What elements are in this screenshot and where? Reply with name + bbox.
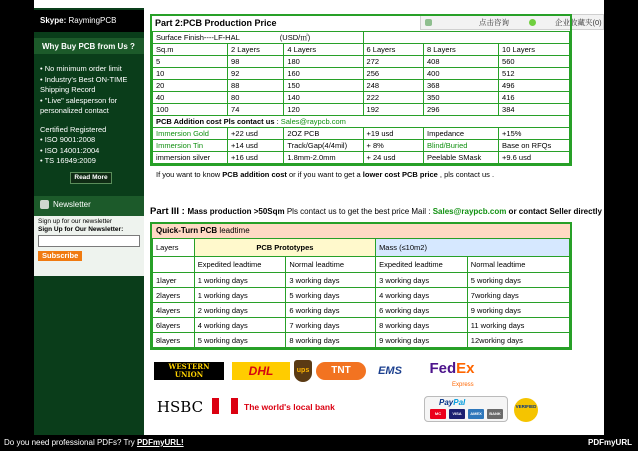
table-row — [153, 140, 570, 152]
cell: 192 — [363, 104, 423, 116]
cell: 5 working days — [194, 333, 286, 348]
finish-label: Surface Finish----LF-HAL — [156, 33, 240, 42]
cell: 1.8mm-2.0mm — [284, 152, 363, 164]
note-text: , pls contact us . — [437, 170, 495, 179]
col-header: 4 Layers — [284, 44, 363, 56]
paypal-pal: Pal — [453, 398, 466, 407]
part3-heading — [150, 206, 602, 220]
consult-link[interactable]: 点击咨询 — [479, 18, 509, 27]
cell: +22 usd — [228, 128, 284, 140]
cell: 5 — [153, 56, 228, 68]
cell: +14 usd — [228, 140, 284, 152]
note-text: If you want to know — [156, 170, 223, 179]
addition-note — [150, 166, 572, 183]
newsletter-header — [34, 196, 144, 216]
cell: 496 — [499, 80, 570, 92]
cell: 88 — [228, 80, 284, 92]
cell: 11 working days — [467, 318, 569, 333]
fedex-ex: Ex — [456, 360, 475, 377]
cert-item: • TS 16949:2009 — [40, 156, 96, 165]
cell: 6 working days — [286, 303, 376, 318]
part2-section — [150, 14, 572, 183]
left-frame — [0, 0, 34, 435]
layers-header: Layers — [153, 239, 195, 257]
cell: +19 usd — [363, 128, 423, 140]
addition-email-link[interactable]: Sales@raypcb.com — [280, 117, 346, 126]
reason-item: personalized contact — [40, 106, 109, 115]
cell: 4layers — [153, 303, 195, 318]
quick-turn-header — [152, 224, 570, 238]
ups-logo: ups — [294, 360, 312, 382]
cell: 416 — [499, 92, 570, 104]
cell: Base on RFQs — [499, 140, 570, 152]
dhl-logo: DHL — [232, 362, 290, 380]
note-text: or if you want to get a — [286, 170, 363, 179]
western-union-logo: WESTERN UNION — [154, 362, 224, 380]
cell: Immersion Tin — [153, 140, 228, 152]
cell: 20 — [153, 80, 228, 92]
cell: 160 — [284, 68, 363, 80]
cell: 8layers — [153, 333, 195, 348]
footer-link[interactable]: PDFmyURL! — [136, 438, 184, 447]
part3-email-link[interactable]: Sales@raypcb.com — [432, 207, 507, 216]
cell: immersion silver — [153, 152, 228, 164]
cell: 92 — [228, 68, 284, 80]
cell: 256 — [363, 68, 423, 80]
cell: 4 working days — [194, 318, 286, 333]
note-bold: PCB addition cost — [222, 170, 287, 179]
col-header: Sq.m — [153, 44, 228, 56]
why-title: Why Buy PCB from Us ? — [34, 38, 144, 54]
col-header: 2 Layers — [228, 44, 284, 56]
cell: 4 working days — [376, 288, 468, 303]
footer-text: Do you need professional PDFs? Try — [4, 438, 137, 447]
col-header: Normal leadtime — [467, 257, 569, 273]
cell: Peelable SMask — [424, 152, 499, 164]
reason-item: Shipping Record — [40, 85, 96, 94]
cert-item: • ISO 14001:2004 — [40, 145, 100, 155]
part3-text: Pls contact us to get the best price Mail : — [284, 207, 433, 216]
cell: 100 — [153, 104, 228, 116]
newsletter-email-input[interactable] — [38, 235, 140, 247]
cell: 1 working days — [194, 288, 286, 303]
col-header: 6 Layers — [363, 44, 423, 56]
paypal-wordmark — [439, 398, 465, 407]
price-table — [152, 31, 570, 164]
amex-icon: AMEX — [468, 409, 484, 419]
cell: 296 — [424, 104, 499, 116]
ems-logo: EMS — [378, 365, 402, 377]
addition-sep: : — [274, 117, 281, 126]
cell: 9 working days — [376, 333, 468, 348]
cell: 3 working days — [286, 273, 376, 288]
table-row — [153, 152, 570, 164]
cell: Blind/Buried — [424, 140, 499, 152]
subscribe-button[interactable]: Subscribe — [38, 251, 82, 261]
cell: 384 — [499, 104, 570, 116]
col-header: Expedited leadtime — [376, 257, 468, 273]
leadtime-box — [150, 222, 572, 350]
bank-icon: BANK — [487, 409, 503, 419]
cell: 9 working days — [467, 303, 569, 318]
part2-box — [150, 14, 572, 166]
cell: Immersion Gold — [153, 128, 228, 140]
right-frame — [604, 0, 638, 435]
col-header: 10 Layers — [499, 44, 570, 56]
cell: 2OZ PCB — [284, 128, 363, 140]
finish-cell — [153, 32, 364, 44]
fedex-fe: Fed — [429, 360, 457, 377]
prototypes-header: PCB Prototypes — [194, 239, 375, 257]
cell: + 24 usd — [363, 152, 423, 164]
cell: 180 — [284, 56, 363, 68]
part3-text-post: or contact Seller directly — [506, 207, 602, 216]
price-header-row — [153, 44, 570, 56]
cell: 560 — [499, 56, 570, 68]
part3-title: Part III : — [150, 206, 188, 217]
hsbc-logo: HSBC — [156, 398, 204, 416]
cell: 150 — [284, 80, 363, 92]
cell: 10 — [153, 68, 228, 80]
cell: 5 working days — [467, 273, 569, 288]
cell: 1layer — [153, 273, 195, 288]
shipping-logos — [154, 360, 574, 388]
certs-title: Certified Registered — [40, 124, 107, 134]
part3-subtitle: Mass production >50Sqm — [187, 207, 285, 216]
cell: 1 working days — [194, 273, 286, 288]
read-more-button[interactable]: Read More — [70, 172, 112, 184]
newsletter-title: Newsletter — [53, 200, 91, 209]
cell: 400 — [424, 68, 499, 80]
visa-icon: VISA — [449, 409, 465, 419]
empty-header — [153, 257, 195, 273]
sidebar — [34, 8, 144, 435]
addition-title-row — [153, 116, 570, 128]
cell: 5 working days — [286, 288, 376, 303]
table-row — [153, 92, 570, 104]
addition-label: PCB Addition cost Pls contact us — [156, 117, 275, 126]
cell: 7 working days — [286, 318, 376, 333]
cell: 40 — [153, 92, 228, 104]
newsletter-icon — [40, 200, 49, 209]
cell: Impedance — [424, 128, 499, 140]
finish-row — [153, 32, 570, 44]
table-row — [153, 288, 570, 303]
pdfmyurl-logo: PDFmyURL — [587, 438, 632, 447]
cell: 512 — [499, 68, 570, 80]
reason-item: • Industry's Best ON-TIME — [40, 74, 128, 84]
tnt-logo: TNT — [316, 362, 366, 380]
cell: 120 — [284, 104, 363, 116]
cell: Track/Gap(4/4mil) — [284, 140, 363, 152]
cell: 222 — [363, 92, 423, 104]
cell: 74 — [228, 104, 284, 116]
cell: +15% — [499, 128, 570, 140]
quick-turn-sub: leadtime — [217, 226, 250, 235]
table-row — [153, 318, 570, 333]
part3-section — [150, 206, 602, 350]
newsletter-line1: Sign up for our newsletter — [38, 218, 113, 225]
fedex-logo — [422, 360, 482, 388]
finish-empty — [363, 32, 569, 44]
footer-bar — [0, 435, 638, 451]
fedex-express: Express — [452, 382, 474, 388]
note-bold: lower cost PCB price — [362, 170, 438, 179]
leadtime-header-row — [153, 257, 570, 273]
paypal-verified-badge: VERIFIED — [514, 398, 538, 422]
cell: 248 — [363, 80, 423, 92]
cell: 2layers — [153, 288, 195, 303]
bookmark-link[interactable]: 企业收藏夹(0) — [555, 18, 602, 27]
col-header: Normal leadtime — [286, 257, 376, 273]
cell: 272 — [363, 56, 423, 68]
cell: +9.6 usd — [499, 152, 570, 164]
cert-item: • ISO 9001:2008 — [40, 135, 96, 144]
cell: 140 — [284, 92, 363, 104]
cell: 12working days — [467, 333, 569, 348]
leadtime-group-row — [153, 239, 570, 257]
col-header: Expedited leadtime — [194, 257, 286, 273]
table-row — [153, 80, 570, 92]
col-header: 8 Layers — [424, 44, 499, 56]
cell: 408 — [424, 56, 499, 68]
skype-id[interactable]: RaymingPCB — [68, 16, 117, 25]
cell: 98 — [228, 56, 284, 68]
cell: 368 — [424, 80, 499, 92]
cell: 8 working days — [286, 333, 376, 348]
leadtime-table — [152, 238, 570, 348]
cell: 8 working days — [376, 318, 468, 333]
hsbc-hexagon-icon — [212, 398, 238, 414]
newsletter-line2: Sign Up for Our Newsletter: — [38, 225, 124, 233]
skype-box — [34, 10, 144, 32]
cell: +16 usd — [228, 152, 284, 164]
cell: 6 working days — [376, 303, 468, 318]
table-row — [153, 333, 570, 348]
part2-title: Part 2:PCB Production Price — [155, 18, 277, 28]
cell: 6layers — [153, 318, 195, 333]
reason-item: • "Live" salesperson for — [40, 95, 118, 105]
table-row — [153, 104, 570, 116]
quick-turn-label: Quick-Turn PCB — [156, 226, 218, 235]
skype-label: Skype: — [40, 16, 67, 25]
table-row — [153, 273, 570, 288]
cell: + 8% — [363, 140, 423, 152]
mass-header: Mass (≤10m2) — [376, 239, 570, 257]
table-row — [153, 68, 570, 80]
addition-title-cell — [153, 116, 570, 128]
table-row — [153, 128, 570, 140]
paypal-pay: Pay — [439, 398, 454, 407]
cell: 3 working days — [376, 273, 468, 288]
unit-label: (USD/㎡) — [279, 33, 311, 42]
cell: 350 — [424, 92, 499, 104]
payment-logos — [154, 396, 574, 424]
cell: 2 working days — [194, 303, 286, 318]
reasons-list — [40, 64, 142, 167]
cell: 7working days — [467, 288, 569, 303]
paypal-logo — [424, 396, 508, 422]
mastercard-icon: MC — [430, 409, 446, 419]
cell: 80 — [228, 92, 284, 104]
hsbc-tagline: The world's local bank — [244, 402, 335, 412]
newsletter-form — [34, 216, 144, 276]
reason-item: • No minimum order limit — [40, 64, 122, 73]
table-row — [153, 56, 570, 68]
card-icons — [430, 409, 504, 419]
table-row — [153, 303, 570, 318]
